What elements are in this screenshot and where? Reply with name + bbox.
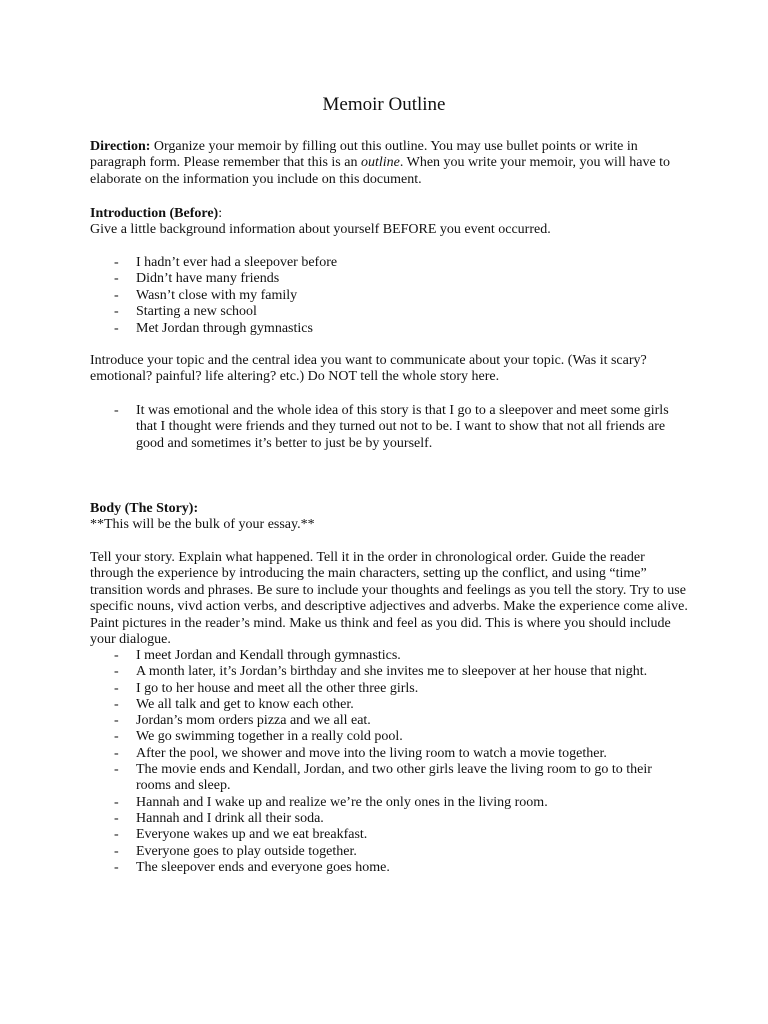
- list-item: [90, 729, 690, 745]
- body-heading: [90, 501, 690, 517]
- body-note: **This will be the bulk of your essay.**: [90, 517, 315, 532]
- dash-marker: -: [114, 304, 119, 320]
- dash-marker: -: [114, 320, 119, 336]
- story-bullet-list: [90, 648, 690, 876]
- list-item: [90, 271, 690, 287]
- list-item: [90, 681, 690, 697]
- list-item-text: The sleepover ends and everyone goes home.: [136, 859, 390, 875]
- list-item-text: I go to her house and meet all the other three girls.: [136, 680, 419, 696]
- dash-marker: -: [114, 859, 119, 875]
- dash-marker: -: [114, 827, 119, 843]
- dash-marker: -: [114, 713, 119, 729]
- list-item-text: A month later, it’s Jordan’s birthday and she invites me to sleepover at her house that night.: [136, 664, 648, 680]
- introduction-heading-suffix: :: [218, 206, 223, 221]
- list-item-text: I hadn’t ever had a sleepover before: [136, 255, 338, 270]
- dash-marker: -: [114, 664, 119, 680]
- topic-bullet-list: [90, 403, 690, 452]
- dash-marker: -: [114, 794, 119, 810]
- list-item-text: Wasn’t close with my family: [136, 287, 298, 303]
- direction-text-after: . When you write your memoir, you will have to elaborate on the information you include on this document.: [90, 155, 671, 187]
- list-item-text: Jordan’s mom orders pizza and we all eat.: [136, 713, 371, 729]
- list-item-text: The movie ends and Kendall, Jordan, and two other girls leave the living room to go to their rooms and sleep.: [136, 762, 652, 794]
- list-item: [90, 697, 690, 713]
- list-item: [90, 811, 690, 827]
- page-title: Memoir Outline: [322, 94, 446, 115]
- list-item: [90, 827, 690, 843]
- dash-marker: -: [114, 696, 119, 712]
- introduction-heading: [90, 206, 690, 222]
- list-item-text: Everyone goes to play outside together.: [136, 843, 357, 859]
- list-item-text: Hannah and I drink all their soda.: [136, 810, 324, 826]
- dash-marker: -: [114, 271, 119, 287]
- dash-marker: -: [114, 287, 119, 303]
- list-item-text: Everyone wakes up and we eat breakfast.: [136, 827, 368, 843]
- list-item: [90, 288, 690, 304]
- list-item: [90, 713, 690, 729]
- dash-marker: -: [114, 843, 119, 859]
- topic-prompt: Introduce your topic and the central idea you want to communicate about your topic. (Was it scary? emotional? painful? life altering? etc.) Do NOT tell the whole story here.: [90, 353, 647, 385]
- dash-marker: -: [114, 729, 119, 745]
- list-item: [90, 762, 690, 795]
- list-item-text: I meet Jordan and Kendall through gymnastics.: [136, 648, 401, 663]
- list-item: [90, 844, 690, 860]
- list-item-text: We go swimming together in a really cold pool.: [136, 729, 403, 745]
- list-item: [90, 648, 690, 664]
- dash-marker: -: [114, 403, 119, 418]
- list-item: [90, 746, 690, 762]
- list-item: [90, 403, 690, 452]
- list-item-text: It was emotional and the whole idea of this story is that I go to a sleepover and meet some girls that I thought were friends and they turned out not to be. I want to show that not all friends are good and sometimes it’s better to just be by yourself.: [136, 403, 669, 451]
- dash-marker: -: [114, 762, 119, 778]
- list-item: [90, 664, 690, 680]
- direction-paragraph: [90, 139, 690, 188]
- list-item-text: We all talk and get to know each other.: [136, 696, 354, 712]
- list-item-text: Didn’t have many friends: [136, 271, 280, 287]
- list-item: [90, 795, 690, 811]
- direction-text-before: Organize your memoir by filling out this outline. You may use bullet points or write in paragraph form. Please remember that this is an: [90, 139, 638, 171]
- dash-marker: -: [114, 680, 119, 696]
- list-item-text: After the pool, we shower and move into the living room to watch a movie together.: [136, 745, 607, 761]
- dash-marker: -: [114, 648, 119, 663]
- body-heading-text: Body (The Story):: [90, 501, 199, 516]
- list-item-text: Hannah and I wake up and realize we’re the only ones in the living room.: [136, 794, 548, 810]
- list-item: [90, 304, 690, 320]
- introduction-prompt: Give a little background information about yourself BEFORE you event occurred.: [90, 222, 551, 237]
- dash-marker: -: [114, 255, 119, 270]
- introduction-bullet-list: [90, 255, 690, 337]
- body-instructions: Tell your story. Explain what happened. Tell it in the order in chronological order. Guide the reader through the experience by introducing the main characters, setting up the conflict, and using “time” transition words and phrases. Be sure to include your thoughts and feelings as you tell the story. Try to use specific nouns, vivd action verbs, and descriptive adjectives and adverbs. Make the experience come alive. Paint pictures in the reader’s mind. Make us think and feel as you did. This is where you should include your dialogue.: [90, 550, 688, 648]
- introduction-heading-text: Introduction (Before): [90, 206, 219, 221]
- direction-emphasis: outline: [360, 155, 400, 171]
- dash-marker: -: [114, 745, 119, 761]
- list-item: [90, 255, 690, 271]
- list-item-text: Met Jordan through gymnastics: [136, 320, 313, 336]
- direction-label: Direction:: [90, 139, 151, 154]
- list-item: [90, 321, 690, 337]
- list-item-text: Starting a new school: [136, 304, 257, 320]
- list-item: [90, 860, 690, 876]
- dash-marker: -: [114, 810, 119, 826]
